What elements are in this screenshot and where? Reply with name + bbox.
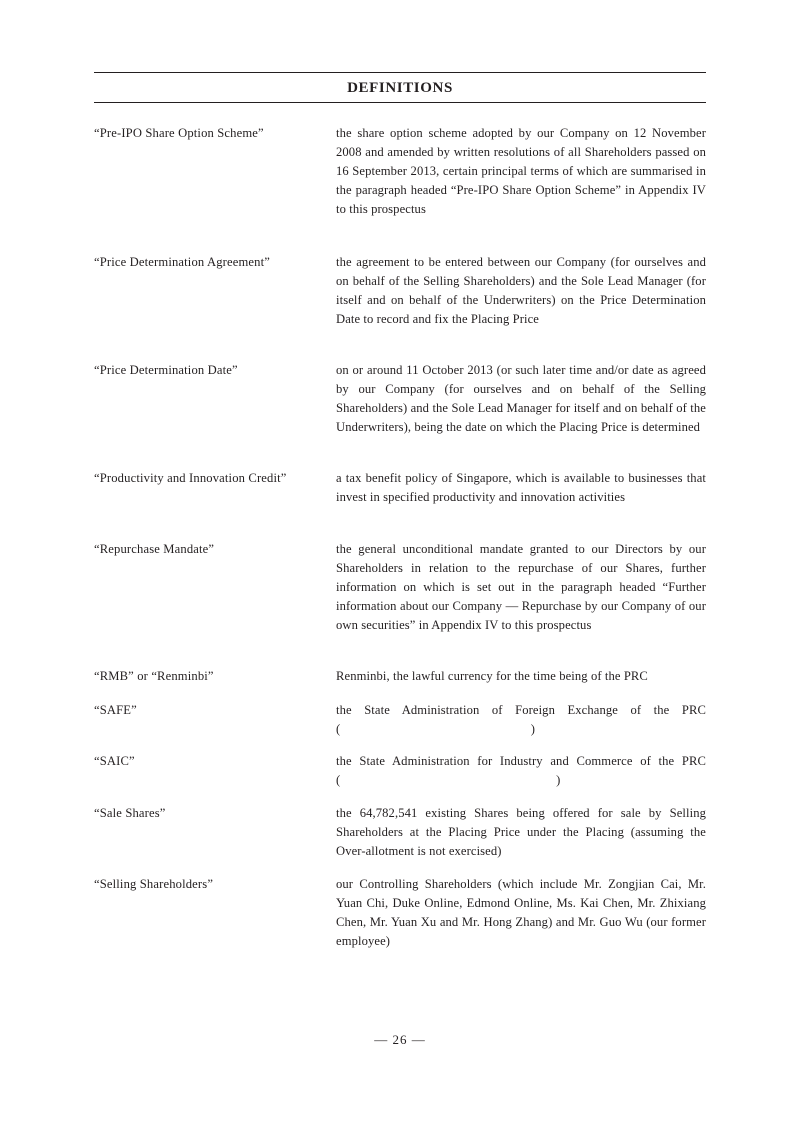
definition-text: the State Administration of Foreign Exchange of the PRC ( ) xyxy=(336,703,706,736)
definition-text: Renminbi, the lawful currency for the time being of the PRC xyxy=(336,669,648,683)
definition-term: “Selling Shareholders” xyxy=(94,877,214,891)
page-title: DEFINITIONS xyxy=(347,80,453,96)
definition-text: the general unconditional mandate granted to our Directors by our Shareholders in relation to the repurchase of our Shares, further information on which is set out in the paragraph headed “Further information about our Company — Repurchase by our Company of our own securities” in Appendix IV to this prospectus xyxy=(336,542,706,632)
definition-term: “Price Determination Date” xyxy=(94,363,238,377)
definition-term: “Price Determination Agreement” xyxy=(94,255,270,269)
definition-term: “RMB” or “Renminbi” xyxy=(94,669,214,683)
definition-term: “Pre-IPO Share Option Scheme” xyxy=(94,126,264,140)
definition-text: our Controlling Shareholders (which include Mr. Zongjian Cai, Mr. Yuan Chi, Duke Online, Edmond Online, Ms. Kai Chen, Mr. Zhixiang Chen, Mr. Yuan Xu and Mr. Hong Zhang) and Mr. Guo Wu (our former employee) xyxy=(336,877,706,948)
definition-term: “SAIC” xyxy=(94,754,135,768)
definition-term: “Sale Shares” xyxy=(94,806,166,820)
header-rule-top xyxy=(94,72,706,73)
definition-term: “SAFE” xyxy=(94,703,137,717)
definition-text: on or around 11 October 2013 (or such later time and/or date as agreed by our Company (for ourselves and on behalf of the Selling Shareholders) and the Sole Lead Manager for itself and on behalf of the Underwriters), being the date on which the Placing Price is determined xyxy=(336,363,706,434)
definition-text: the 64,782,541 existing Shares being offered for sale by Selling Shareholders at the Placing Price under the Placing (assuming the Over-allotment is not exercised) xyxy=(336,806,706,858)
definition-term: “Repurchase Mandate” xyxy=(94,542,215,556)
definition-text: the agreement to be entered between our Company (for ourselves and on behalf of the Selling Shareholders) and the Sole Lead Manager (for itself and on behalf of the Underwriters) on the Price Determination Date to record and fix the Placing Price xyxy=(336,255,706,326)
definition-text: the share option scheme adopted by our Company on 12 November 2008 and amended by written resolutions of all Shareholders passed on 16 September 2013, certain principal terms of which are summarised in the paragraph headed “Pre-IPO Share Option Scheme” in Appendix IV to this prospectus xyxy=(336,126,706,216)
definition-term: “Productivity and Innovation Credit” xyxy=(94,471,287,485)
page-number: — 26 — xyxy=(374,1032,426,1047)
definition-text: a tax benefit policy of Singapore, which is available to businesses that invest in specified productivity and innovation activities xyxy=(336,471,706,504)
header-rule-bottom xyxy=(94,102,706,103)
definition-text: the State Administration for Industry and Commerce of the PRC ( ) xyxy=(336,754,706,787)
